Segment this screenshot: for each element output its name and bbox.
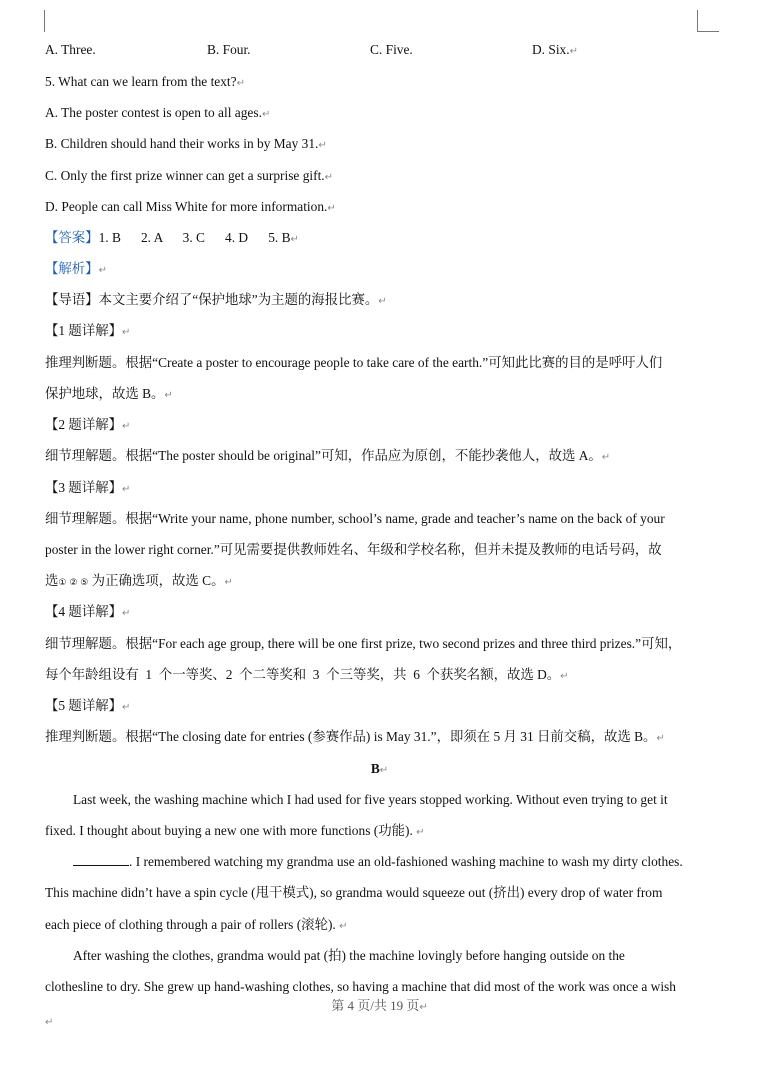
guide-line: 【导语】本文主要介绍了“保护地球”为主题的海报比赛。↵ [45,292,387,307]
answer-blank [73,853,129,866]
detail-5-title: 【5 题详解】↵ [45,698,131,713]
passage-p2-line-3: each piece of clothing through a pair of rollers (滚轮). ↵ [45,917,348,932]
crop-mark-top-right [697,10,698,32]
detail-3-line-2: poster in the lower right corner.”可见需要提供教师姓名、年级和学校名称，但并未提及教师的电话号码，故 [45,542,662,557]
passage-p3-line-2: clothesline to dry. She grew up hand-washing clothes, so having a machine that did most of the work was once a wish [45,979,676,994]
passage-p2-line-1: . I remembered watching my grandma use an old-fashioned washing machine to wash my dirty clothes. [73,853,683,871]
page-number: 第 4 页/共 19 页 [331,998,420,1013]
trailing-paragraph-mark: ↵ [45,1017,54,1028]
passage-p1-line-2: fixed. I thought about buying a new one with more functions (功能). ↵ [45,823,425,838]
option-b: B. Four. [207,42,251,57]
q5-option-b: B. Children should hand their works in by May 31.↵ [45,136,327,151]
detail-1-line-1: 推理判断题。根据“Create a poster to encourage people to take care of the earth.”可知此比赛的目的是呼吁人们 [45,355,663,370]
option-a: A. Three. [45,42,96,57]
detail-3-line-3: 选① ② ⑤ 为正确选项，故选 C。↵ [45,573,233,588]
circled-numbers: ① ② ⑤ [58,578,89,588]
option-d: D. Six.↵ [532,42,578,57]
detail-4-title: 【4 题详解】↵ [45,604,131,619]
crop-mark-top-left [44,10,45,32]
page-footer: 第 4 页/共 19 页↵ [331,998,428,1013]
q5-stem: 5. What can we learn from the text?↵ [45,74,245,89]
detail-5-line-1: 推理判断题。根据“The closing date for entries (参赛作品) is May 31.”，即须在 5 月 31 日前交稿，故选 B。↵ [45,729,665,744]
passage-p3-line-1: After washing the clothes, grandma would pat (拍) the machine lovingly before hanging outside on the [73,948,625,963]
answer-values: 1. B 2. A 3. C 4. D 5. B [98,230,291,245]
detail-1-line-2: 保护地球，故选 B。↵ [45,386,173,401]
answer-line: 【答案】1. B 2. A 3. C 4. D 5. B↵ [45,230,299,245]
q5-option-d: D. People can call Miss White for more information.↵ [45,199,336,214]
detail-4-line-2: 每个年龄组设有 1 个一等奖、2 个二等奖和 3 个三等奖，共 6 个获奖名额，故选 D。↵ [45,667,569,682]
analysis-label: 【解析】 [45,261,99,276]
detail-1-title: 【1 题详解】↵ [45,323,131,338]
crop-mark-top-right-horizontal [697,31,719,32]
answer-label: 【答案】 [45,230,99,245]
detail-4-line-1: 细节理解题。根据“For each age group, there will be one first prize, two second prizes and three third prizes.”可知， [45,636,682,651]
detail-2-title: 【2 题详解】↵ [45,417,131,432]
detail-3-title: 【3 题详解】↵ [45,480,131,495]
passage-heading: B↵ [370,761,389,776]
detail-2-line-1: 细节理解题。根据“The poster should be original”可知，作品应为原创，不能抄袭他人，故选 A。↵ [45,448,611,463]
q5-option-a: A. The poster contest is open to all ages.↵ [45,105,271,120]
passage-p2-line-2: This machine didn’t have a spin cycle (甩干模式), so grandma would squeeze out (挤出) every drop of water from [45,885,663,900]
option-c: C. Five. [370,42,413,57]
detail-3-line-1: 细节理解题。根据“Write your name, phone number, school’s name, grade and teacher’s name on the back of your [45,511,665,526]
passage-p1-line-1: Last week, the washing machine which I had used for five years stopped working. Without even trying to get it [73,792,668,807]
analysis-label-line: 【解析】↵ [45,261,107,276]
q5-option-c: C. Only the first prize winner can get a surprise gift.↵ [45,168,334,183]
paragraph-mark: ↵ [569,46,578,57]
